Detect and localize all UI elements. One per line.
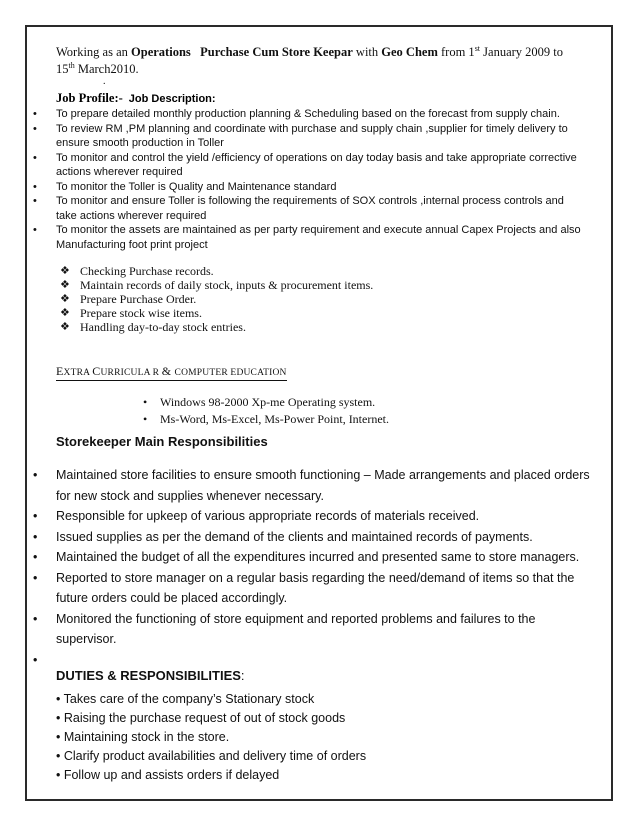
list-item: • Ms-Word, Ms-Excel, Ms-Power Point, Internet. [143,412,390,426]
diamond-bullet-icon: ❖ [60,279,70,291]
list-item: • To monitor and control the yield /efficiency of operations on day today basis and take appropriate corrective actions wherever required [33,151,577,178]
list-item: • Maintaining stock in the store. [56,730,230,744]
list-item: • [33,652,38,667]
list-item: • Windows 98-2000 Xp-me Operating system. [143,395,376,409]
role-text: Operations [131,45,191,59]
list-item: • Takes care of the company’s Stationary stock [56,692,315,706]
list-item: • To monitor and ensure Toller is following the requirements of SOX controls ,internal process controls and take actions wherever required [33,195,564,222]
list-item: ❖ Prepare stock wise items. [60,306,202,320]
job-profile-heading: Job Profile:- Job Description: [56,91,216,105]
list-item: • To monitor the Toller is Quality and Maintenance standard [33,180,337,193]
diamond-bullet-icon: ❖ [60,293,70,305]
list-item: • To review RM ,PM planning and coordinate with purchase and supply chain ,supplier for timely delivery to ensure smooth production in Toller [33,122,568,149]
list-item: • Monitored the functioning of store equipment and reported problems and failures to the supervisor. [33,611,536,646]
duties-list [56,690,366,785]
dot-mark: . [103,76,106,87]
computer-skills-list [140,394,389,428]
job-duties-list [0,107,600,252]
list-item: ❖ Prepare Purchase Order. [60,292,197,306]
tasks-list [60,264,373,334]
list-item: • Clarify product availabilities and delivery time of orders [56,749,367,763]
list-item: • To monitor the assets are maintained as per party requirement and execute annual Capex Projects and also Manufacturing foot print project [33,224,581,251]
list-item: • Maintained store facilities to ensure smooth functioning – Made arrangements and placed orders for new stock and supplies whenever necessary. [33,468,590,503]
list-item: • Follow up and assists orders if delayed [56,768,280,782]
intro-paragraph: Working as an Operations Purchase Cum Store Keepar with Geo Chem from 1st January 2009 to 15th March2010. [56,43,564,76]
diamond-bullet-icon: ❖ [60,265,70,277]
extra-curricular-heading: EXTRA CURRICULA R & COMPUTER EDUCATION [56,364,287,381]
diamond-bullet-icon: ❖ [60,321,70,333]
list-item: ❖ Handling day-to-day stock entries. [60,320,246,334]
list-item: • Raising the purchase request of out of stock goods [56,711,346,725]
list-item: ❖ Maintain records of daily stock, inputs & procurement items. [60,278,374,292]
list-item: • Responsible for upkeep of various appropriate records of materials received. [33,509,480,523]
duties-title: DUTIES & RESPONSIBILITIES: [56,668,245,683]
list-item: • Reported to store manager on a regular basis regarding the need/demand of items so that the future orders could be placed accordingly. [33,570,575,605]
list-item: • Maintained the budget of all the expenditures incurred and presented same to store managers. [33,550,580,564]
company-text: Geo Chem [381,45,438,59]
list-item: ❖ Checking Purchase records. [60,264,214,278]
list-item: • Issued supplies as per the demand of the clients and maintained records of payments. [33,529,533,544]
storekeeper-list [0,465,600,670]
storekeeper-title: Storekeeper Main Responsibilities [56,434,268,449]
role2-text: Purchase Cum Store Keepar [200,45,353,59]
diamond-bullet-icon: ❖ [60,307,70,319]
list-item: • To prepare detailed monthly production planning & Scheduling based on the forecast from supply chain. [33,108,560,120]
